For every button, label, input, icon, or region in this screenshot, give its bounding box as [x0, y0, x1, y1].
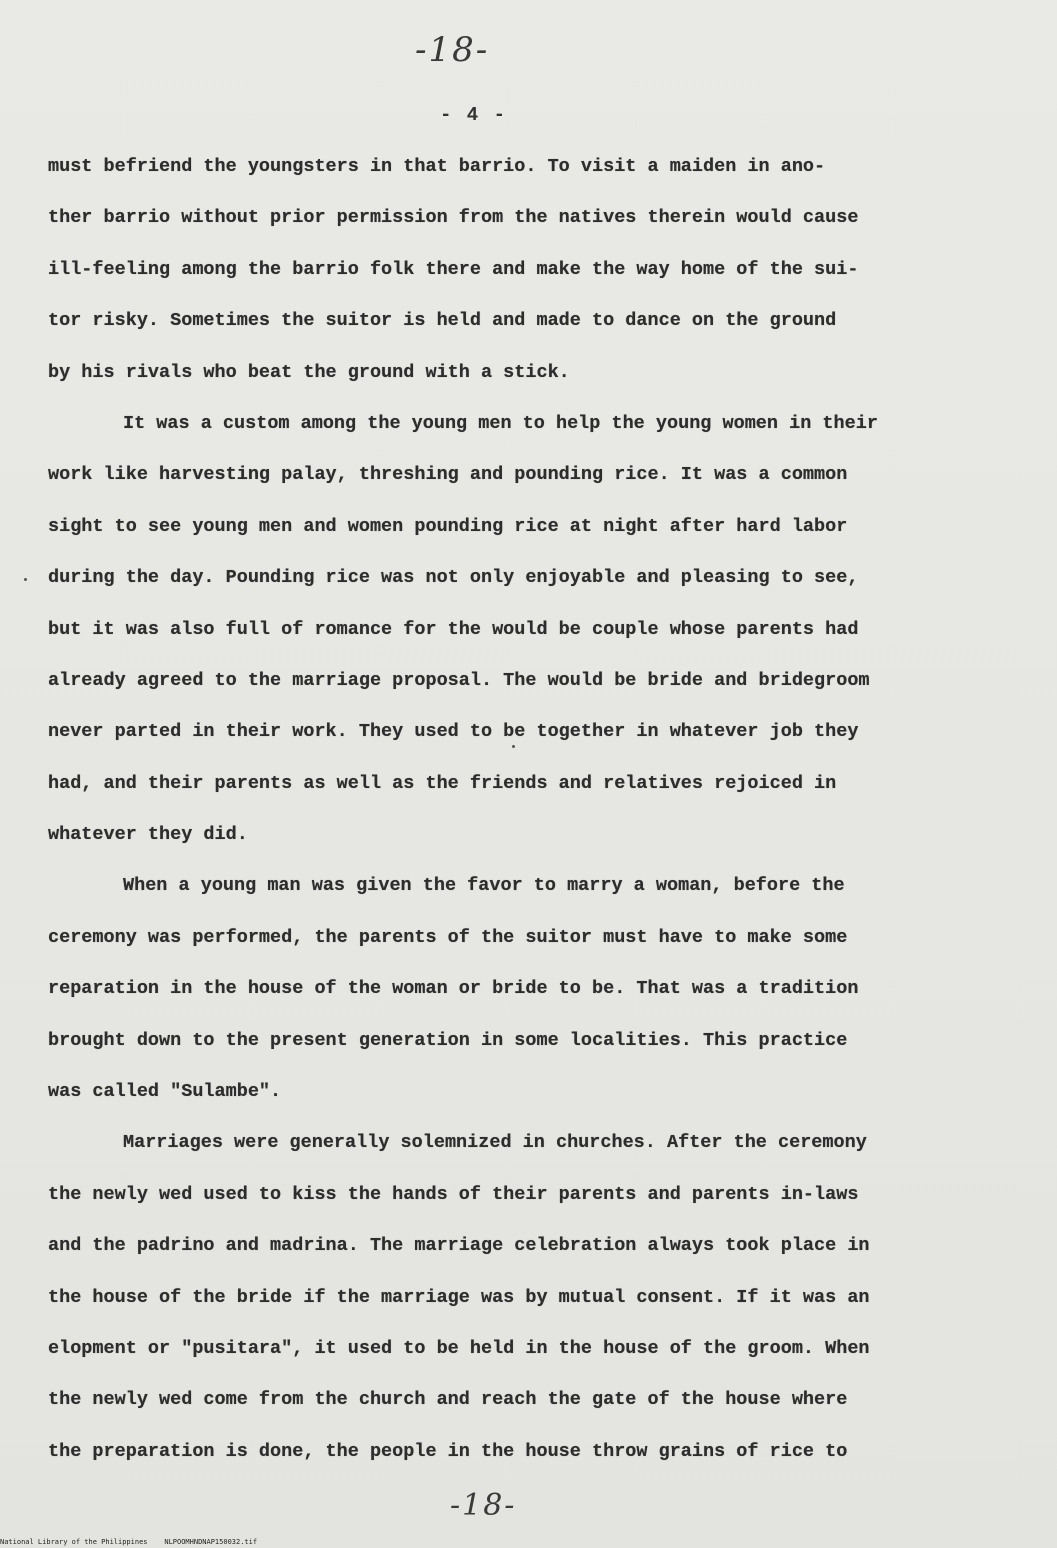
text-line: Marriages were generally solemnized in churches. After the ceremony [123, 1132, 867, 1154]
body-text [48, 150, 1008, 1486]
text-line: never parted in their work. They used to be together in whatever job they [48, 721, 859, 743]
text-line: by his rivals who beat the ground with a stick. [48, 361, 570, 383]
text-line: ill-feeling among the barrio folk there and make the way home of the sui- [48, 258, 859, 280]
text-line: When a young man was given the favor to marry a woman, before the [123, 875, 845, 897]
stray-ink-dot [512, 745, 515, 748]
text-line: but it was also full of romance for the would be couple whose parents had [48, 618, 859, 640]
handwritten-page-number-top: -18- [415, 30, 490, 70]
text-line: had, and their parents as well as the friends and relatives rejoiced in [48, 772, 837, 794]
text-line: elopment or "pusitara", it used to be held in the house of the groom. When [48, 1337, 870, 1359]
text-line: ceremony was performed, the parents of the suitor must have to make some [48, 926, 848, 948]
text-line: the newly wed used to kiss the hands of their parents and parents in-laws [48, 1183, 859, 1205]
text-line: brought down to the present generation in some localities. This practice [48, 1029, 848, 1051]
text-line: already agreed to the marriage proposal. The would be bride and bridegroom [48, 669, 870, 691]
text-line: the preparation is done, the people in the house throw grains of rice to [48, 1440, 848, 1462]
text-line: the newly wed come from the church and reach the gate of the house where [48, 1389, 848, 1411]
text-line: work like harvesting palay, threshing and pounding rice. It was a common [48, 464, 848, 486]
handwritten-page-number-bottom: -18- [450, 1488, 517, 1523]
text-line: during the day. Pounding rice was not only enjoyable and pleasing to see, [48, 567, 859, 589]
text-line: reparation in the house of the woman or bride to be. That was a tradition [48, 978, 859, 1000]
text-line: It was a custom among the young men to help the young women in their [123, 412, 878, 434]
archive-footer: National Library of the Philippines NLPOOMHNDNAP150032.tif [0, 1538, 258, 1546]
text-line: tor risky. Sometimes the suitor is held and made to dance on the ground [48, 310, 837, 332]
text-line: sight to see young men and women pounding rice at night after hard labor [48, 515, 848, 537]
text-line: was called "Sulambe". [48, 1081, 282, 1103]
typed-page-number: - 4 - [440, 104, 508, 126]
text-line: whatever they did. [48, 824, 248, 846]
text-line: ther barrio without prior permission from the natives therein would cause [48, 207, 859, 229]
text-line: the house of the bride if the marriage was by mutual consent. If it was an [48, 1286, 870, 1308]
text-line: must befriend the youngsters in that barrio. To visit a maiden in ano- [48, 156, 826, 177]
text-line: and the padrino and madrina. The marriage celebration always took place in [48, 1235, 870, 1257]
stray-ink-dot [24, 578, 27, 581]
